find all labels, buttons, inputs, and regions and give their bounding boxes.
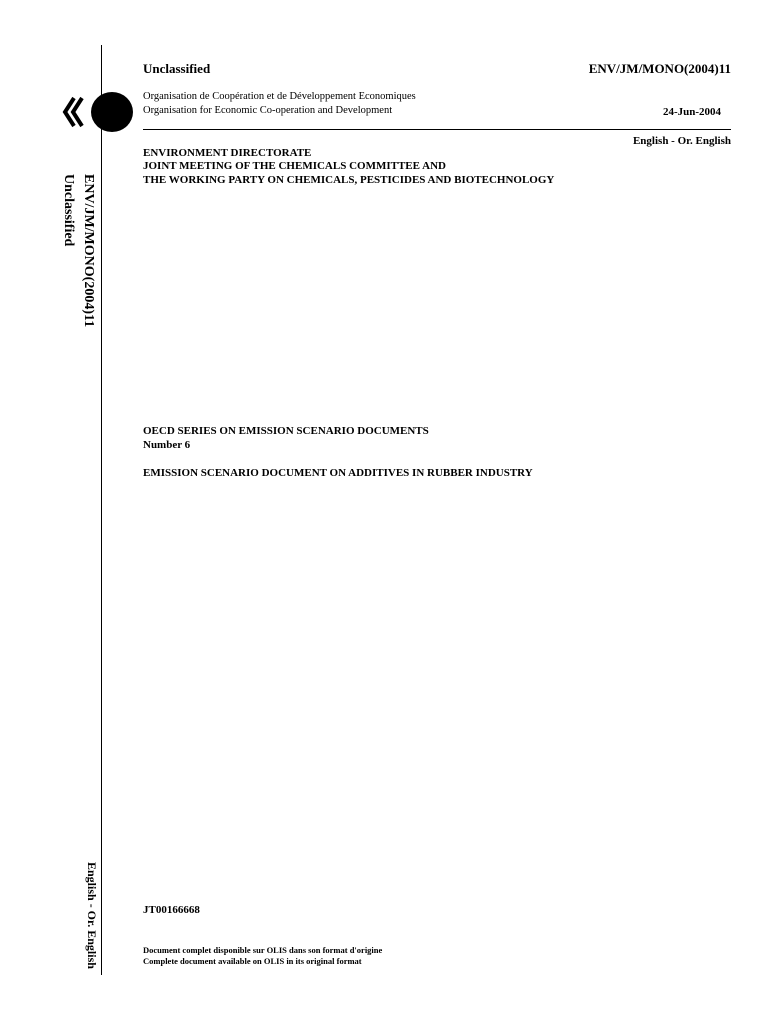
classification-label: Unclassified [143, 61, 211, 76]
jt-number: JT00166668 [143, 904, 200, 916]
language-label: English - Or. English [632, 135, 731, 147]
series-number: Number 6 [143, 439, 191, 451]
olis-note-french: Document complet disponible sur OLIS dans son format d'origine [143, 945, 383, 955]
sidebar-classification: Unclassified [61, 174, 76, 247]
oecd-logo-icon [60, 90, 138, 138]
document-title: EMISSION SCENARIO DOCUMENT ON ADDITIVES IN RUBBER INDUSTRY [143, 467, 533, 479]
org-name-english: Organisation for Economic Co-operation and Development [143, 105, 393, 116]
series-title: OECD SERIES ON EMISSION SCENARIO DOCUMENTS [143, 425, 429, 437]
olis-note-english: Complete document available on OLIS in its original format [143, 956, 362, 966]
directorate-line-1: ENVIRONMENT DIRECTORATE [143, 147, 312, 159]
header-divider [143, 129, 731, 130]
directorate-line-2: JOINT MEETING OF THE CHEMICALS COMMITTEE AND [143, 160, 446, 172]
org-name-french: Organisation de Coopération et de Développement Economiques [143, 91, 416, 102]
directorate-line-3: THE WORKING PARTY ON CHEMICALS, PESTICIDES AND BIOTECHNOLOGY [143, 174, 555, 186]
margin-rule [101, 45, 102, 975]
document-date: 24-Jun-2004 [662, 106, 721, 118]
sidebar-language: English - Or. English [85, 862, 99, 969]
document-code: ENV/JM/MONO(2004)11 [588, 61, 731, 76]
sidebar-doc-code: ENV/JM/MONO(2004)11 [81, 174, 96, 328]
